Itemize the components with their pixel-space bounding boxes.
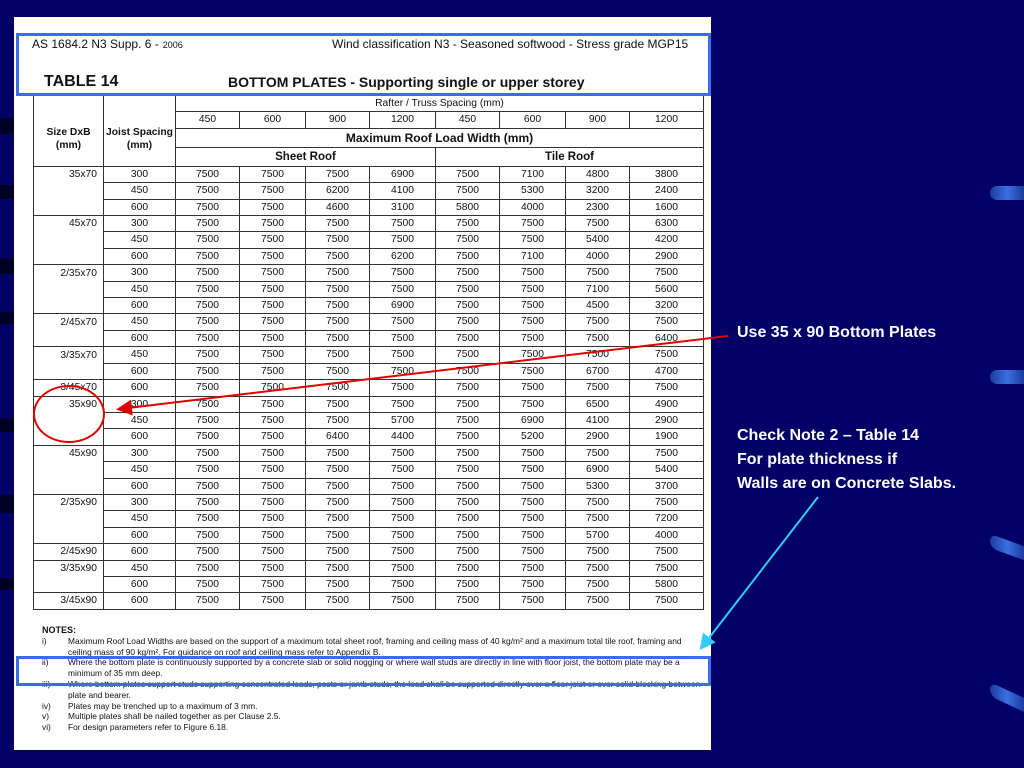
load-width-cell: 3200 bbox=[566, 183, 630, 199]
load-width-cell: 7500 bbox=[500, 527, 566, 543]
load-width-cell: 7500 bbox=[630, 445, 704, 461]
joist-spacing-cell: 450 bbox=[104, 462, 176, 478]
load-width-cell: 7100 bbox=[566, 281, 630, 297]
load-width-cell: 7500 bbox=[500, 232, 566, 248]
load-width-cell: 7500 bbox=[436, 183, 500, 199]
load-width-cell: 7500 bbox=[436, 166, 500, 182]
table-title: BOTTOM PLATES - Supporting single or upper storey bbox=[228, 74, 585, 90]
load-width-cell: 7500 bbox=[500, 576, 566, 592]
load-width-cell: 7500 bbox=[370, 232, 436, 248]
load-width-cell: 7500 bbox=[436, 478, 500, 494]
joist-spacing-cell: 450 bbox=[104, 412, 176, 428]
load-width-cell: 5800 bbox=[630, 576, 704, 592]
load-width-cell: 7500 bbox=[176, 314, 240, 330]
load-width-cell: 7500 bbox=[240, 281, 306, 297]
load-width-cell: 5600 bbox=[630, 281, 704, 297]
load-width-cell: 7500 bbox=[500, 560, 566, 576]
notes-title: NOTES: bbox=[42, 625, 77, 635]
load-width-cell: 2400 bbox=[630, 183, 704, 199]
load-width-cell: 6500 bbox=[566, 396, 630, 412]
note-number: iii) bbox=[42, 678, 51, 689]
load-width-cell: 7500 bbox=[436, 462, 500, 478]
load-width-cell: 7500 bbox=[306, 166, 370, 182]
joist-spacing-cell: 450 bbox=[104, 560, 176, 576]
load-width-cell: 7500 bbox=[500, 396, 566, 412]
load-width-cell: 7500 bbox=[370, 216, 436, 232]
table-number: TABLE 14 bbox=[44, 73, 119, 90]
load-width-cell: 7500 bbox=[176, 396, 240, 412]
load-width-cell: 7500 bbox=[240, 593, 306, 609]
load-width-cell: 7500 bbox=[370, 445, 436, 461]
load-width-cell: 7500 bbox=[306, 527, 370, 543]
load-width-cell: 5300 bbox=[500, 183, 566, 199]
load-width-cell: 7500 bbox=[370, 363, 436, 379]
load-width-cell: 2900 bbox=[630, 248, 704, 264]
load-width-cell: 7500 bbox=[500, 544, 566, 560]
load-width-cell: 7500 bbox=[566, 593, 630, 609]
load-width-cell: 3100 bbox=[370, 199, 436, 215]
joist-spacing-cell: 300 bbox=[104, 265, 176, 281]
load-width-cell: 7500 bbox=[176, 380, 240, 396]
load-width-cell: 7500 bbox=[306, 544, 370, 560]
load-width-cell: 7500 bbox=[370, 281, 436, 297]
load-width-cell: 7500 bbox=[500, 593, 566, 609]
load-width-cell: 7500 bbox=[176, 232, 240, 248]
load-width-cell: 3200 bbox=[630, 298, 704, 314]
joist-spacing-cell: 450 bbox=[104, 281, 176, 297]
load-width-cell: 6300 bbox=[630, 216, 704, 232]
load-width-cell: 7500 bbox=[436, 527, 500, 543]
rafter-spacing: 600 bbox=[500, 112, 566, 128]
load-width-cell: 7500 bbox=[436, 429, 500, 445]
size-cell: 2/45x90 bbox=[34, 544, 104, 560]
load-width-cell: 6900 bbox=[566, 462, 630, 478]
load-width-cell: 7500 bbox=[176, 560, 240, 576]
load-width-cell: 7500 bbox=[306, 347, 370, 363]
load-width-cell: 7500 bbox=[176, 298, 240, 314]
load-width-cell: 6200 bbox=[306, 183, 370, 199]
load-width-cell: 6400 bbox=[630, 330, 704, 346]
load-width-cell: 6900 bbox=[370, 166, 436, 182]
load-width-cell: 7500 bbox=[240, 330, 306, 346]
load-width-cell: 4000 bbox=[500, 199, 566, 215]
load-width-cell: 2900 bbox=[630, 412, 704, 428]
load-width-cell: 5800 bbox=[436, 199, 500, 215]
note-number: vi) bbox=[42, 722, 51, 733]
joist-spacing-cell: 600 bbox=[104, 248, 176, 264]
rafter-spacing: 1200 bbox=[630, 112, 704, 128]
load-width-cell: 7500 bbox=[566, 560, 630, 576]
load-width-cell: 4500 bbox=[566, 298, 630, 314]
load-width-cell: 7500 bbox=[500, 494, 566, 510]
load-width-cell: 7500 bbox=[566, 347, 630, 363]
joist-spacing-cell: 600 bbox=[104, 298, 176, 314]
load-width-cell: 7500 bbox=[436, 544, 500, 560]
load-width-cell: 7500 bbox=[176, 544, 240, 560]
load-width-cell: 7500 bbox=[176, 494, 240, 510]
load-width-cell: 7500 bbox=[240, 298, 306, 314]
load-width-cell: 7500 bbox=[240, 576, 306, 592]
note-text: Where bottom plates support studs supporting concentrated loads, posts or jamb studs, the load shall be supported directly over a floor joist or over solid blocking between plate and bearer. bbox=[68, 678, 701, 700]
load-width-cell: 7500 bbox=[436, 363, 500, 379]
load-width-cell: 7500 bbox=[240, 445, 306, 461]
load-width-cell: 7500 bbox=[566, 576, 630, 592]
load-width-cell: 5200 bbox=[500, 429, 566, 445]
rafter-spacing: 450 bbox=[176, 112, 240, 128]
check-note-callout bbox=[737, 424, 956, 496]
load-width-cell: 7500 bbox=[370, 527, 436, 543]
load-width-cell: 7500 bbox=[306, 330, 370, 346]
load-width-cell: 7500 bbox=[500, 462, 566, 478]
load-width-cell: 7500 bbox=[436, 511, 500, 527]
load-width-cell: 7500 bbox=[370, 494, 436, 510]
load-width-cell: 7500 bbox=[176, 412, 240, 428]
load-width-header: Maximum Roof Load Width (mm) bbox=[176, 128, 704, 147]
load-width-cell: 7500 bbox=[306, 248, 370, 264]
load-width-cell: 7500 bbox=[500, 281, 566, 297]
load-width-cell: 7500 bbox=[176, 330, 240, 346]
load-width-cell: 7500 bbox=[370, 576, 436, 592]
load-width-cell: 7500 bbox=[240, 248, 306, 264]
load-width-cell: 4800 bbox=[566, 166, 630, 182]
load-width-cell: 7500 bbox=[306, 281, 370, 297]
joist-spacing-cell: 600 bbox=[104, 478, 176, 494]
joist-spacing-cell: 450 bbox=[104, 347, 176, 363]
check-note-line: For plate thickness if bbox=[737, 451, 898, 468]
check-note-line: Walls are on Concrete Slabs. bbox=[737, 475, 957, 492]
joist-spacing-cell: 600 bbox=[104, 576, 176, 592]
load-width-cell: 1600 bbox=[630, 199, 704, 215]
load-width-cell: 7500 bbox=[566, 511, 630, 527]
load-width-cell: 6700 bbox=[566, 363, 630, 379]
load-width-cell: 6200 bbox=[370, 248, 436, 264]
load-width-cell: 7500 bbox=[370, 544, 436, 560]
load-width-cell: 7500 bbox=[176, 166, 240, 182]
note-text: Maximum Roof Load Widths are based on the support of a maximum total sheet roof, framing and ceiling mass of 40 kg/m² and a maximum total tile roof, framing and ceiling mass of 90 kg/m². For guidance on roof and ceiling mass refer to Appendix B. bbox=[68, 635, 682, 657]
load-width-cell: 7500 bbox=[306, 412, 370, 428]
load-width-cell: 7500 bbox=[240, 232, 306, 248]
load-width-cell: 7500 bbox=[436, 232, 500, 248]
load-width-cell: 7500 bbox=[176, 429, 240, 445]
load-width-cell: 7500 bbox=[370, 396, 436, 412]
load-width-cell: 7500 bbox=[500, 330, 566, 346]
note-text: Plates may be trenched up to a maximum of 3 mm. bbox=[68, 700, 258, 711]
load-width-cell: 7500 bbox=[630, 544, 704, 560]
load-width-cell: 5400 bbox=[630, 462, 704, 478]
load-width-cell: 7500 bbox=[436, 248, 500, 264]
load-width-cell: 3700 bbox=[630, 478, 704, 494]
load-width-cell: 7500 bbox=[240, 478, 306, 494]
load-width-cell: 7500 bbox=[370, 593, 436, 609]
load-width-cell: 7500 bbox=[306, 462, 370, 478]
load-width-cell: 7500 bbox=[176, 576, 240, 592]
joist-spacing-cell: 600 bbox=[104, 380, 176, 396]
rafter-spacing: 900 bbox=[566, 112, 630, 128]
load-width-cell: 7100 bbox=[500, 166, 566, 182]
standard-year: 2006 bbox=[162, 40, 183, 50]
load-width-cell: 7500 bbox=[306, 576, 370, 592]
rafter-spacing-header: Rafter / Truss Spacing (mm) bbox=[176, 96, 704, 112]
load-width-cell: 7500 bbox=[500, 363, 566, 379]
load-width-cell: 6900 bbox=[370, 298, 436, 314]
load-width-cell: 4000 bbox=[566, 248, 630, 264]
load-width-cell: 7500 bbox=[566, 380, 630, 396]
load-width-cell: 7500 bbox=[566, 330, 630, 346]
load-width-cell: 7500 bbox=[436, 576, 500, 592]
load-width-cell: 7500 bbox=[176, 511, 240, 527]
note-text: For design parameters refer to Figure 6.18. bbox=[68, 722, 229, 733]
load-width-cell: 7500 bbox=[630, 494, 704, 510]
load-width-cell: 7500 bbox=[306, 265, 370, 281]
load-width-cell: 7500 bbox=[306, 314, 370, 330]
load-width-cell: 7500 bbox=[370, 478, 436, 494]
load-width-cell: 7500 bbox=[306, 494, 370, 510]
load-width-cell: 7500 bbox=[630, 380, 704, 396]
note-number: v) bbox=[42, 711, 49, 722]
load-width-cell: 7500 bbox=[370, 462, 436, 478]
load-width-cell: 7500 bbox=[240, 314, 306, 330]
load-width-cell: 7500 bbox=[436, 314, 500, 330]
load-width-cell: 4700 bbox=[630, 363, 704, 379]
joist-spacing-cell: 450 bbox=[104, 314, 176, 330]
load-width-cell: 7500 bbox=[240, 462, 306, 478]
load-width-cell: 7500 bbox=[240, 380, 306, 396]
size-cell: 35x70 bbox=[34, 166, 104, 182]
size-cell: 35x90 bbox=[34, 396, 104, 412]
load-width-cell: 7500 bbox=[176, 363, 240, 379]
load-width-cell: 7500 bbox=[176, 445, 240, 461]
load-width-cell: 7500 bbox=[240, 265, 306, 281]
load-width-cell: 7500 bbox=[306, 478, 370, 494]
load-width-cell: 7500 bbox=[630, 314, 704, 330]
rafter-spacing: 1200 bbox=[370, 112, 436, 128]
load-width-cell: 4100 bbox=[566, 412, 630, 428]
load-width-cell: 7500 bbox=[240, 412, 306, 428]
load-width-cell: 7500 bbox=[436, 298, 500, 314]
load-width-cell: 7500 bbox=[436, 380, 500, 396]
load-width-cell: 5700 bbox=[370, 412, 436, 428]
load-width-cell: 7500 bbox=[370, 314, 436, 330]
load-width-cell: 7500 bbox=[240, 347, 306, 363]
load-width-cell: 7500 bbox=[306, 232, 370, 248]
joist-spacing-cell: 300 bbox=[104, 396, 176, 412]
load-width-cell: 5300 bbox=[566, 478, 630, 494]
load-width-cell: 7500 bbox=[436, 216, 500, 232]
load-width-cell: 7500 bbox=[306, 216, 370, 232]
load-width-cell: 7500 bbox=[240, 494, 306, 510]
load-width-cell: 7500 bbox=[176, 183, 240, 199]
load-width-cell: 7500 bbox=[370, 380, 436, 396]
load-width-cell: 7500 bbox=[370, 330, 436, 346]
note-number: i) bbox=[42, 635, 47, 646]
size-cell: 45x90 bbox=[34, 445, 104, 461]
load-width-cell: 7500 bbox=[500, 265, 566, 281]
joist-header-label: Joist Spacing (mm) bbox=[104, 112, 176, 166]
load-width-cell: 7500 bbox=[436, 560, 500, 576]
load-width-cell: 7500 bbox=[436, 265, 500, 281]
standard-label: AS 1684.2 N3 Supp. 6 - bbox=[32, 37, 159, 51]
load-width-cell: 7500 bbox=[566, 494, 630, 510]
load-width-cell: 3800 bbox=[630, 166, 704, 182]
load-width-cell: 7500 bbox=[436, 494, 500, 510]
load-width-cell: 7500 bbox=[500, 314, 566, 330]
use-35x90-callout: Use 35 x 90 Bottom Plates bbox=[737, 324, 937, 341]
joist-spacing-cell: 300 bbox=[104, 166, 176, 182]
rafter-spacing: 900 bbox=[306, 112, 370, 128]
load-width-cell: 7500 bbox=[240, 560, 306, 576]
load-width-cell: 1900 bbox=[630, 429, 704, 445]
load-width-cell: 7500 bbox=[436, 412, 500, 428]
load-width-cell: 6400 bbox=[306, 429, 370, 445]
load-width-cell: 4000 bbox=[630, 527, 704, 543]
rafter-spacing: 450 bbox=[436, 112, 500, 128]
size-cell: 2/45x70 bbox=[34, 314, 104, 330]
joist-spacing-cell: 600 bbox=[104, 429, 176, 445]
load-width-cell: 7500 bbox=[306, 445, 370, 461]
load-width-cell: 2300 bbox=[566, 199, 630, 215]
load-width-cell: 7500 bbox=[176, 216, 240, 232]
load-width-cell: 7500 bbox=[566, 314, 630, 330]
load-width-cell: 7500 bbox=[306, 380, 370, 396]
load-width-cell: 6900 bbox=[500, 412, 566, 428]
load-width-cell: 5700 bbox=[566, 527, 630, 543]
check-note-line: Check Note 2 – Table 14 bbox=[737, 427, 919, 444]
load-width-cell: 7500 bbox=[306, 396, 370, 412]
load-width-cell: 7500 bbox=[630, 560, 704, 576]
sheet-roof-header: Sheet Roof bbox=[176, 147, 436, 166]
load-width-cell: 7500 bbox=[240, 216, 306, 232]
size-cell: 2/35x70 bbox=[34, 265, 104, 281]
load-width-cell: 7500 bbox=[240, 511, 306, 527]
joist-spacing-cell: 600 bbox=[104, 527, 176, 543]
load-width-cell: 7500 bbox=[240, 199, 306, 215]
note-text: Where the bottom plate is continuously supported by a concrete slab or solid nogging or where wall studs are directly in line with floor joist, the bottom plate may be a minimum of 35 mm deep. bbox=[68, 657, 680, 679]
load-width-cell: 7100 bbox=[500, 248, 566, 264]
load-width-cell: 7500 bbox=[240, 544, 306, 560]
load-width-cell: 7500 bbox=[176, 527, 240, 543]
load-width-cell: 7500 bbox=[500, 478, 566, 494]
size-header-label: Size DxB (mm) bbox=[34, 112, 104, 166]
load-width-cell: 7500 bbox=[240, 429, 306, 445]
load-width-cell: 7500 bbox=[240, 363, 306, 379]
load-width-cell: 7500 bbox=[500, 445, 566, 461]
joist-spacing-cell: 600 bbox=[104, 363, 176, 379]
load-width-cell: 7500 bbox=[370, 511, 436, 527]
load-width-cell: 7500 bbox=[240, 396, 306, 412]
joist-spacing-cell: 600 bbox=[104, 199, 176, 215]
load-width-cell: 2900 bbox=[566, 429, 630, 445]
note-number: iv) bbox=[42, 700, 51, 711]
load-width-cell: 4600 bbox=[306, 199, 370, 215]
load-width-cell: 7200 bbox=[630, 511, 704, 527]
load-width-cell: 7500 bbox=[306, 511, 370, 527]
load-width-cell: 7500 bbox=[306, 363, 370, 379]
load-width-cell: 7500 bbox=[370, 347, 436, 363]
load-width-cell: 7500 bbox=[176, 462, 240, 478]
joist-spacing-cell: 300 bbox=[104, 216, 176, 232]
red-arrow bbox=[120, 336, 728, 409]
load-width-cell: 7500 bbox=[500, 298, 566, 314]
load-width-cell: 7500 bbox=[436, 330, 500, 346]
load-width-cell: 7500 bbox=[176, 281, 240, 297]
load-width-cell: 7500 bbox=[370, 560, 436, 576]
load-width-cell: 4400 bbox=[370, 429, 436, 445]
load-width-cell: 7500 bbox=[240, 527, 306, 543]
joist-spacing-cell: 600 bbox=[104, 330, 176, 346]
joist-spacing-cell: 450 bbox=[104, 232, 176, 248]
size-cell: 3/35x70 bbox=[34, 347, 104, 363]
load-width-cell: 4900 bbox=[630, 396, 704, 412]
joist-spacing-cell: 600 bbox=[104, 593, 176, 609]
joist-spacing-cell: 450 bbox=[104, 511, 176, 527]
load-width-cell: 7500 bbox=[176, 593, 240, 609]
size-cell: 45x70 bbox=[34, 216, 104, 232]
load-width-cell: 7500 bbox=[630, 347, 704, 363]
load-width-cell: 7500 bbox=[500, 347, 566, 363]
load-width-cell: 7500 bbox=[436, 347, 500, 363]
load-width-cell: 7500 bbox=[500, 511, 566, 527]
joist-spacing-cell: 600 bbox=[104, 544, 176, 560]
size-cell: 2/35x90 bbox=[34, 494, 104, 510]
size-cell: 3/35x90 bbox=[34, 560, 104, 576]
load-width-cell: 7500 bbox=[436, 396, 500, 412]
load-width-cell: 7500 bbox=[306, 560, 370, 576]
load-width-cell: 7500 bbox=[436, 445, 500, 461]
load-width-cell: 7500 bbox=[630, 593, 704, 609]
load-width-cell: 7500 bbox=[566, 265, 630, 281]
load-width-cell: 7500 bbox=[566, 544, 630, 560]
load-width-cell: 5400 bbox=[566, 232, 630, 248]
load-width-cell: 7500 bbox=[566, 445, 630, 461]
cyan-arrow bbox=[702, 497, 818, 647]
size-cell: 3/45x90 bbox=[34, 593, 104, 609]
load-width-cell: 7500 bbox=[176, 478, 240, 494]
load-width-cell: 7500 bbox=[240, 183, 306, 199]
load-width-cell: 7500 bbox=[176, 265, 240, 281]
tile-roof-header: Tile Roof bbox=[436, 147, 704, 166]
load-width-cell: 7500 bbox=[176, 248, 240, 264]
load-width-cell: 7500 bbox=[500, 380, 566, 396]
load-width-cell: 7500 bbox=[240, 166, 306, 182]
load-width-cell: 7500 bbox=[500, 216, 566, 232]
load-width-cell: 7500 bbox=[176, 347, 240, 363]
joist-spacing-cell: 300 bbox=[104, 494, 176, 510]
note-number: ii) bbox=[42, 657, 49, 668]
load-width-cell: 7500 bbox=[566, 216, 630, 232]
load-width-cell: 7500 bbox=[436, 593, 500, 609]
joist-spacing-cell: 300 bbox=[104, 445, 176, 461]
rafter-spacing: 600 bbox=[240, 112, 306, 128]
load-width-cell: 7500 bbox=[306, 298, 370, 314]
load-width-cell: 7500 bbox=[630, 265, 704, 281]
wind-classification: Wind classification N3 - Seasoned softwood - Stress grade MGP15 bbox=[332, 37, 689, 51]
load-width-cell: 7500 bbox=[436, 281, 500, 297]
joist-spacing-cell: 450 bbox=[104, 183, 176, 199]
note-text: Multiple plates shall be nailed together as per Clause 2.5. bbox=[68, 711, 281, 722]
load-width-cell: 7500 bbox=[370, 265, 436, 281]
load-width-cell: 4200 bbox=[630, 232, 704, 248]
load-width-cell: 7500 bbox=[176, 199, 240, 215]
load-width-cell: 4100 bbox=[370, 183, 436, 199]
load-width-cell: 7500 bbox=[306, 593, 370, 609]
size-cell: 3/45x70 bbox=[34, 380, 104, 396]
